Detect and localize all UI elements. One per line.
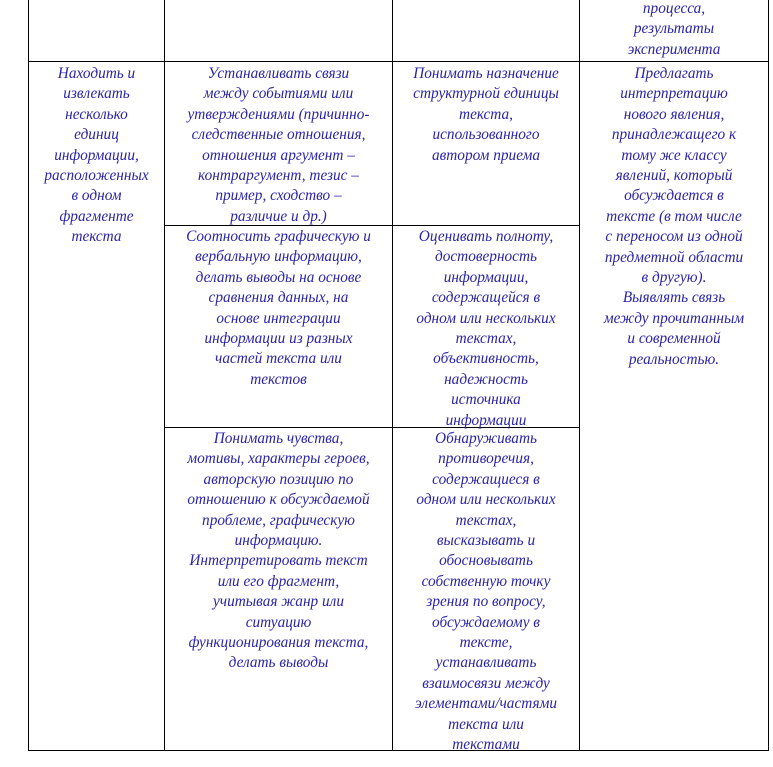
- cell-text-line: достоверность: [435, 248, 537, 266]
- cell-text-line: использованного: [432, 126, 540, 144]
- cell-text-line: надежность: [444, 370, 528, 388]
- cell-text-line: Выявлять связь: [622, 289, 726, 307]
- cell-text-line: текста или: [448, 715, 524, 733]
- cell-text-line: пример, сходство –: [215, 187, 342, 205]
- cell-text-line: одном или нескольких: [416, 491, 556, 509]
- cell-text-line: нового явления,: [623, 105, 725, 123]
- cell-text-line: Понимать назначение: [413, 65, 559, 82]
- cell-text-line: содержащиеся в: [432, 470, 540, 488]
- table-cell-row3-col3: [393, 429, 579, 756]
- cell-text-line: Интерпретировать текст: [189, 552, 368, 570]
- cell-text-line: следственные отношения,: [191, 126, 366, 144]
- cell-text-line: текстами: [452, 736, 520, 754]
- table-cell-row1-col3: [393, 64, 579, 166]
- cell-text-line: объективность,: [433, 350, 539, 368]
- cell-text-line: между событиями или: [203, 85, 354, 103]
- cell-text-line: устанавливать: [435, 654, 537, 672]
- table-cell-row2-col3: [393, 227, 579, 431]
- cell-text-line: учитывая жанр или: [213, 593, 344, 611]
- cell-text-line: зрения по вопросу,: [426, 593, 546, 611]
- table-row-divider-col2-2: [164, 427, 393, 428]
- cell-text-line: интерпретацию: [620, 85, 728, 103]
- cell-text-line: делать выводы на основе: [195, 268, 362, 286]
- cell-text-line: основе интеграции: [216, 309, 341, 327]
- cell-text-line: обсуждаемому в: [432, 613, 540, 631]
- cell-text-line: Понимать чувства,: [213, 430, 344, 447]
- cell-text-line: отношения аргумент –: [202, 146, 355, 164]
- cell-text-line: Находить и: [57, 65, 136, 82]
- cell-text-line: тому же классу: [621, 146, 727, 164]
- cell-text-line: делать выводы: [228, 654, 329, 672]
- cell-text-line: утверждениями (причинно-: [187, 105, 370, 123]
- cell-text-line: информации,: [443, 268, 529, 286]
- cell-text-line: информации: [445, 411, 527, 429]
- cell-text-line: результаты: [633, 20, 715, 38]
- table-cell-col4: [580, 64, 768, 370]
- cell-text-line: предметной области: [604, 248, 744, 266]
- cell-text-line: Соотносить графическую и: [186, 228, 371, 245]
- cell-text-line: Обнаруживать: [435, 430, 537, 447]
- cell-text-line: тексте (в том числе: [606, 207, 742, 225]
- cell-text-line: противоречия,: [438, 450, 534, 468]
- cell-text-line: контраргумент, тезис –: [198, 167, 359, 185]
- cell-text-line: процесса,: [642, 0, 706, 17]
- cell-text-line: частей текста или: [215, 350, 342, 368]
- cell-text-line: информации из разных: [204, 330, 353, 348]
- cell-text-line: отношению к обсуждаемой: [187, 491, 370, 509]
- cell-text-line: текстов: [250, 370, 307, 388]
- cell-text-line: одном или нескольких: [416, 309, 556, 327]
- cell-text-line: тексте,: [459, 634, 513, 652]
- cell-text-line: расположенных: [44, 167, 149, 185]
- cell-text-line: в другую).: [641, 269, 707, 287]
- cell-text-line: Предлагать: [634, 65, 714, 82]
- cell-text-line: сравнения данных, на: [208, 289, 349, 307]
- cell-text-line: текстах,: [455, 330, 517, 348]
- table-cell-row1-col2: [165, 64, 392, 227]
- cell-text-line: высказывать и: [436, 532, 536, 550]
- table-row-divider-top: [28, 61, 769, 62]
- cell-text-line: информацию.: [234, 532, 323, 550]
- cell-text-line: в одном: [71, 187, 122, 205]
- cell-text-line: проблеме, графическую: [202, 511, 355, 529]
- cell-text-line: мотивы, характеры героев,: [187, 450, 370, 468]
- cell-text-line: текстах,: [455, 511, 517, 529]
- cell-text-line: различие и др.): [230, 207, 327, 225]
- cell-text-line: элементами/частями: [415, 695, 557, 713]
- cell-text-line: обосновывать: [439, 552, 533, 570]
- table-cell-top-col4: [580, 0, 768, 60]
- cell-text-line: информации,: [54, 146, 139, 164]
- cell-text-line: функционирования текста,: [188, 634, 369, 652]
- cell-text-line: с переносом из одной: [605, 228, 743, 246]
- cell-text-line: между прочитанным: [603, 309, 745, 327]
- cell-text-line: и современной: [627, 330, 721, 348]
- cell-text-line: вербальную информацию,: [195, 248, 362, 266]
- cell-text-line: эксперимента: [627, 40, 721, 58]
- table-row-divider-col3-1: [392, 225, 580, 226]
- cell-text-line: текста,: [459, 105, 513, 123]
- cell-text-line: несколько: [65, 105, 128, 123]
- cell-text-line: текста: [71, 228, 122, 246]
- table-cell-row2-col2: [165, 227, 392, 390]
- cell-text-line: фрагменте: [59, 207, 134, 225]
- table-cell-row3-col2: [165, 429, 392, 674]
- cell-text-line: единиц: [74, 126, 119, 144]
- cell-text-line: обсуждается в: [624, 187, 724, 205]
- cell-text-line: источника: [451, 391, 521, 409]
- cell-text-line: содержащейся в: [431, 289, 541, 307]
- table-cell-col1: [29, 64, 164, 248]
- cell-text-line: Оценивать полноту,: [418, 228, 554, 245]
- cell-text-line: ситуацию: [245, 613, 312, 631]
- cell-text-line: извлекать: [63, 85, 130, 103]
- cell-text-line: автором приема: [431, 146, 541, 164]
- cell-text-line: взаимосвязи между: [422, 674, 550, 692]
- cell-text-line: явлений, который: [615, 167, 733, 185]
- table-border-right: [768, 0, 769, 751]
- cell-text-line: структурной единицы: [413, 85, 559, 103]
- cell-text-line: или его фрагмент,: [217, 572, 340, 590]
- cell-text-line: собственную точку: [421, 572, 551, 590]
- cell-text-line: авторскую позицию по: [203, 470, 354, 488]
- cell-text-line: принадлежащего к: [611, 126, 737, 144]
- cell-text-line: реальностью.: [628, 350, 720, 368]
- cell-text-line: Устанавливать связи: [207, 65, 350, 82]
